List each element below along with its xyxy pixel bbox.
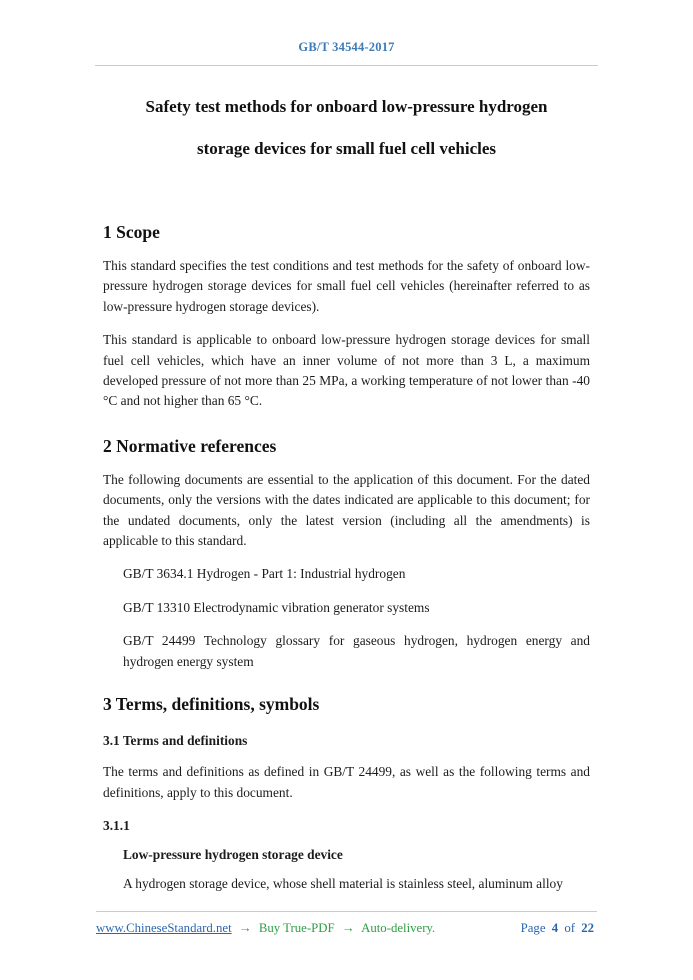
normative-paragraph-1: The following documents are essential to the application of this document. For the dated documents, only the versions with the dates indicated are applicable to this document; for the undated documents, only the latest version (including all the amendments) is applicable to this standard. xyxy=(103,471,590,549)
footer-left xyxy=(96,921,435,936)
scope-paragraph-2: This standard is applicable to onboard low-pressure hydrogen storage devices for small fuel cell vehicles, which have an inner volume of not more than 3 L, a maximum developed pressure of not more than 25 MPa, a working temperature of not lower than -40 °C and not higher than 65 °C. xyxy=(103,332,590,409)
term-definition: A hydrogen storage device, whose shell material is stainless steel, aluminum alloy xyxy=(123,875,563,891)
reference-item: GB/T 13310 Electrodynamic vibration generator systems xyxy=(123,599,430,615)
header-divider xyxy=(95,65,598,66)
footer-website-link[interactable]: www.ChineseStandard.net xyxy=(96,921,232,935)
page-indicator xyxy=(521,921,597,936)
doc-title-line1: Safety test methods for onboard low-pressure hydrogen xyxy=(145,97,548,116)
reference-item: GB/T 24499 Technology glossary for gaseous hydrogen, hydrogen energy and hydrogen energy system xyxy=(123,633,590,669)
page-label: Page xyxy=(520,921,546,935)
section-heading-terms: 3 Terms, definitions, symbols xyxy=(103,694,320,715)
terms-paragraph-1: The terms and definitions as defined in GB/T 24499, as well as the following terms and definitions, apply to this document. xyxy=(103,764,590,800)
term-name: Low-pressure hydrogen storage device xyxy=(123,846,343,862)
arrow-icon: → xyxy=(238,921,252,935)
footer-delivery-text: Auto-delivery. xyxy=(361,921,436,935)
reference-item: GB/T 3634.1 Hydrogen - Part 1: Industrial hydrogen xyxy=(123,566,406,582)
total-pages: 22 xyxy=(581,921,594,935)
page-footer xyxy=(96,911,597,936)
doc-title-line2: storage devices for small fuel cell vehicles xyxy=(197,139,496,158)
section-heading-scope: 1 Scope xyxy=(103,222,160,242)
section-heading-normative-references: 2 Normative references xyxy=(103,435,277,456)
scope-paragraph-1: This standard specifies the test conditions and test methods for the safety of onboard low-pressure hydrogen storage devices for small fuel cell vehicles (hereinafter referred to as low-pressure hydrogen storage devices). xyxy=(103,258,590,314)
document-body xyxy=(0,222,693,894)
clause-number-3-1-1: 3.1.1 xyxy=(103,817,130,833)
of-label: of xyxy=(564,921,575,935)
doc-number: GB/T 34544-2017 xyxy=(298,40,395,54)
arrow-icon: → xyxy=(341,921,355,935)
footer-buy-text: Buy True-PDF xyxy=(258,921,335,935)
subsection-heading-terms-definitions: 3.1 Terms and definitions xyxy=(103,733,248,749)
doc-title xyxy=(0,86,693,170)
page-number: 4 xyxy=(551,921,559,935)
